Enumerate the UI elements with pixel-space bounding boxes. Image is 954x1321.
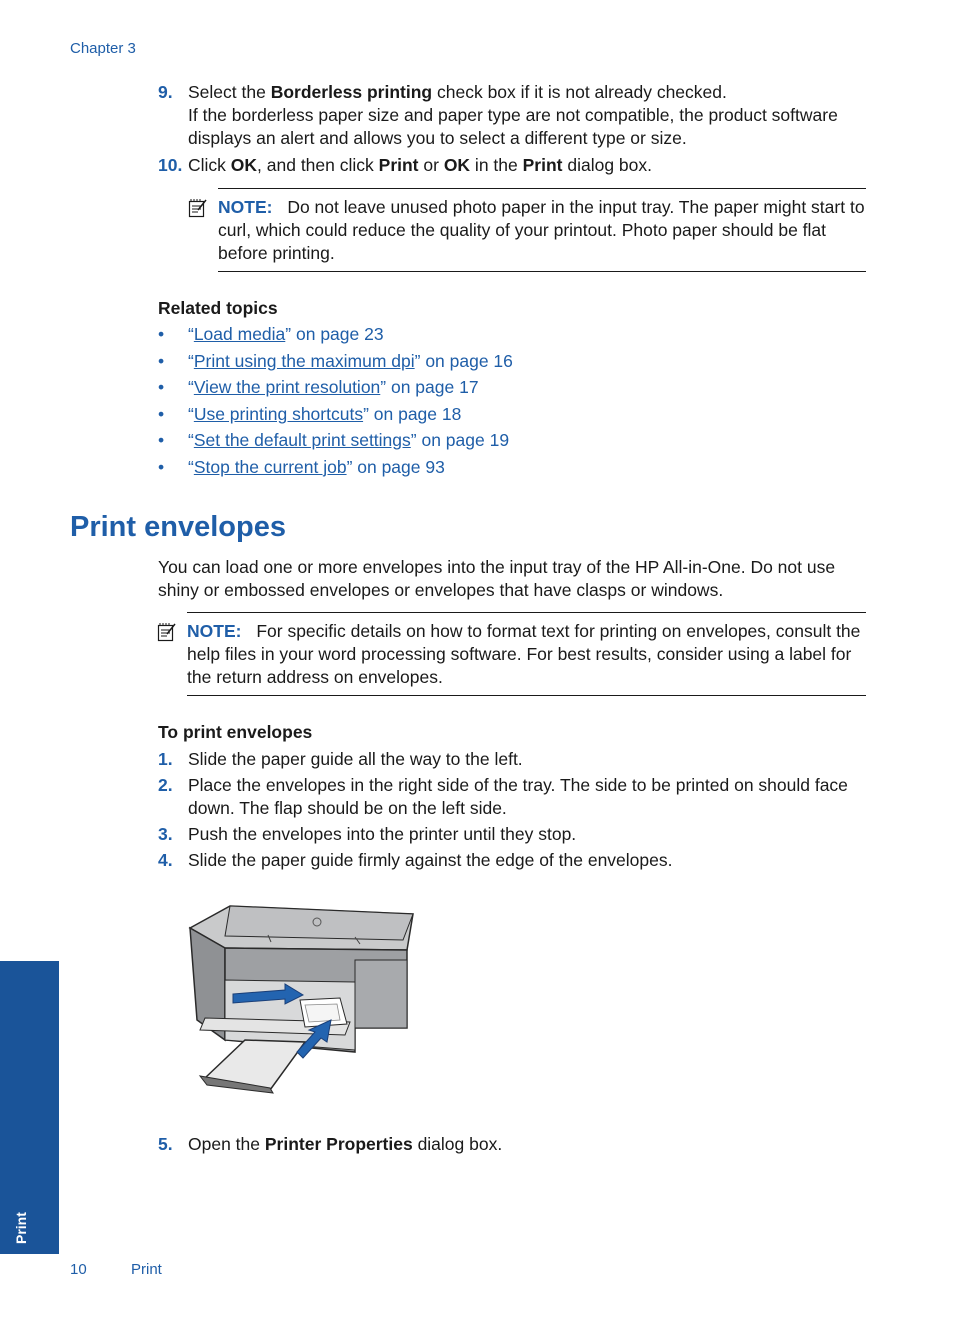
procedure-heading: To print envelopes: [158, 722, 313, 742]
note-text: For specific details on how to format text for printing on envelopes, consult the help files in your word processing software. For best results, consider using a label for the return address on envelopes.: [187, 621, 861, 687]
related-topic-link[interactable]: Use printing shortcuts: [193, 403, 364, 424]
related-topic-item: • “Stop the current job” on page 93: [158, 456, 445, 477]
step-number: 3.: [158, 824, 173, 844]
note-label: NOTE:: [218, 197, 273, 217]
procedure-step-4: [158, 849, 868, 872]
related-topic-item: • “Load media” on page 23: [158, 324, 384, 344]
step-text: Open the Printer Properties dialog box.: [188, 1134, 503, 1154]
step-text: Slide the paper guide all the way to the left.: [188, 749, 523, 769]
related-topic-item: • “View the print resolution” on page 17: [158, 377, 479, 397]
related-topic-item: • “Print using the maximum dpi” on page 16: [158, 350, 513, 371]
note-box-photo-paper: [218, 188, 866, 272]
side-tab-label: Print: [13, 1212, 29, 1244]
related-topic-link[interactable]: Set the default print settings: [193, 430, 411, 450]
procedure-step-2: [158, 774, 868, 820]
footer-section: Print: [131, 1261, 162, 1278]
step-9: [158, 81, 868, 150]
related-topic-item: • “Set the default print settings” on page 19: [158, 430, 510, 450]
procedure-step-5: [158, 1133, 868, 1156]
related-topic-link[interactable]: Load media: [193, 324, 286, 344]
note-icon: [188, 198, 208, 218]
procedure-step-1: [158, 748, 868, 771]
section-intro: You can load one or more envelopes into the input tray of the HP All-in-One. Do not use shiny or embossed envelopes or envelopes that have clasps or windows.: [158, 557, 836, 600]
related-topic-item: • “Use printing shortcuts” on page 18: [158, 403, 462, 424]
related-topics-list: [158, 323, 513, 482]
note-text: Do not leave unused photo paper in the input tray. The paper might start to curl, which could reduce the quality of your printout. Photo paper should be flat before printing.: [218, 197, 865, 263]
step-number: 5.: [158, 1134, 173, 1154]
note-icon: [157, 622, 177, 642]
related-topic-link[interactable]: Print using the maximum dpi: [193, 350, 415, 371]
step-number: 10.: [158, 155, 183, 175]
step-number: 4.: [158, 850, 173, 870]
step-text: Slide the paper guide firmly against the edge of the envelopes.: [188, 850, 673, 870]
chapter-side-tab: [0, 961, 59, 1254]
note-label: NOTE:: [187, 621, 242, 641]
step-number: 9.: [158, 82, 173, 102]
note-box-envelopes: [187, 612, 866, 696]
related-topic-link[interactable]: View the print resolution: [193, 377, 381, 397]
step-text: Place the envelopes in the right side of the tray. The side to be printed on should face down. The flap should be on the left side.: [188, 775, 848, 818]
step-number: 1.: [158, 749, 173, 769]
step-text: Click OK, and then click Print or OK in the Print dialog box.: [188, 155, 652, 175]
procedure-step-3: [158, 823, 868, 846]
section-title: Print envelopes: [70, 511, 286, 543]
chapter-header: Chapter 3: [70, 40, 136, 57]
step-number: 2.: [158, 775, 173, 795]
step-text: Select the Borderless printing check box if it is not already checked.: [188, 82, 727, 102]
printer-envelope-illustration: [185, 900, 420, 1100]
related-topics-heading: Related topics: [158, 298, 278, 318]
step-text: Push the envelopes into the printer until they stop.: [188, 824, 577, 844]
page-number: 10: [70, 1261, 87, 1278]
related-topic-link[interactable]: Stop the current job: [193, 456, 347, 477]
step-10: [158, 154, 868, 177]
step-extra-text: If the borderless paper size and paper type are not compatible, the product software displays an alert and allows you to select a different type or size.: [188, 105, 838, 148]
